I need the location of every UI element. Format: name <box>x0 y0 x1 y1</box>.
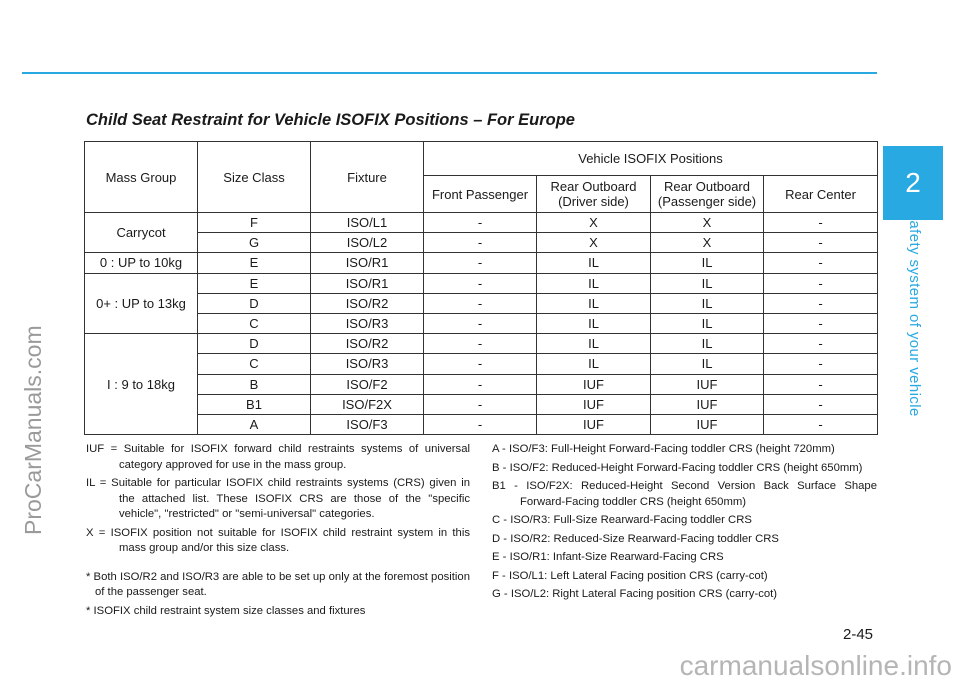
cell-rear-center: - <box>764 394 878 414</box>
cell-size-class: E <box>198 273 311 293</box>
cell-front-passenger: - <box>424 233 537 253</box>
table-row <box>85 354 878 374</box>
cell-rear-center: - <box>764 273 878 293</box>
cell-rear-outboard-driver: IUF <box>537 414 651 434</box>
note-fixture-g: G - ISO/L2: Right Lateral Facing position CRS (carry-cot) <box>492 588 778 600</box>
cell-rear-outboard-passenger: IL <box>651 313 764 333</box>
cell-rear-outboard-passenger: IL <box>651 334 764 354</box>
note-x: X = ISOFIX position not suitable for ISOFIX child restraint system in this mass group and/or this size class. <box>86 526 470 554</box>
cell-rear-outboard-passenger: IUF <box>651 414 764 434</box>
cell-size-class: F <box>198 213 311 233</box>
cell-fixture: ISO/R1 <box>311 253 424 273</box>
cell-front-passenger: - <box>424 273 537 293</box>
cell-size-class: E <box>198 253 311 273</box>
cell-mass-group: I : 9 to 18kg <box>85 334 198 435</box>
table-row <box>85 414 878 434</box>
cell-fixture: ISO/R2 <box>311 334 424 354</box>
table-body <box>85 213 878 435</box>
notes-left <box>86 442 470 622</box>
header-rear-outboard-driver: Rear Outboard (Driver side) <box>537 176 651 213</box>
cell-rear-outboard-passenger: IL <box>651 253 764 273</box>
cell-mass-group: 0+ : UP to 13kg <box>85 273 198 334</box>
cell-fixture: ISO/L2 <box>311 233 424 253</box>
cell-rear-outboard-driver: IL <box>537 273 651 293</box>
cell-fixture: ISO/R2 <box>311 293 424 313</box>
cell-front-passenger: - <box>424 414 537 434</box>
note-fixture-b1: B1 - ISO/F2X: Reduced-Height Second Version Back Surface Shape Forward-Facing toddler CRS (height 650mm) <box>492 480 877 508</box>
cell-front-passenger: - <box>424 313 537 333</box>
header-front-passenger: Front Passenger <box>424 176 537 213</box>
cell-rear-outboard-driver: IL <box>537 334 651 354</box>
cell-front-passenger: - <box>424 293 537 313</box>
note-fixture-d: D - ISO/R2: Reduced-Size Rearward-Facing toddler CRS <box>492 532 779 545</box>
chapter-tab[interactable] <box>883 146 943 220</box>
cell-size-class: D <box>198 293 311 313</box>
cell-rear-center: - <box>764 374 878 394</box>
cell-size-class: C <box>198 313 311 333</box>
cell-front-passenger: - <box>424 374 537 394</box>
table-row <box>85 273 878 293</box>
cell-rear-outboard-driver: X <box>537 233 651 253</box>
cell-size-class: B1 <box>198 394 311 414</box>
note-fixture-e: E - ISO/R1: Infant-Size Rearward-Facing CRS <box>492 551 724 563</box>
cell-rear-center: - <box>764 233 878 253</box>
table-row <box>85 313 878 333</box>
cell-rear-center: - <box>764 414 878 434</box>
cell-rear-outboard-passenger: IUF <box>651 394 764 414</box>
header-size-class: Size Class <box>198 142 311 213</box>
cell-mass-group: 0 : UP to 10kg <box>85 253 198 273</box>
cell-size-class: D <box>198 334 311 354</box>
cell-rear-outboard-passenger: X <box>651 233 764 253</box>
header-rear-outboard-passenger: Rear Outboard (Passenger side) <box>651 176 764 213</box>
note-fixture-a: A - ISO/F3: Full-Height Forward-Facing toddler CRS (height 720mm) <box>492 443 835 455</box>
notes-right <box>492 442 877 606</box>
cell-rear-outboard-passenger: IL <box>651 293 764 313</box>
section-title: Child Seat Restraint for Vehicle ISOFIX Positions – For Europe <box>86 111 575 129</box>
cell-fixture: ISO/F3 <box>311 414 424 434</box>
cell-rear-center: - <box>764 253 878 273</box>
cell-size-class: C <box>198 354 311 374</box>
cell-fixture: ISO/F2 <box>311 374 424 394</box>
cell-mass-group: Carrycot <box>85 213 198 253</box>
header-rule <box>22 72 877 74</box>
note-fixture-b: B - ISO/F2: Reduced-Height Forward-Facing toddler CRS (height 650mm) <box>492 461 863 474</box>
cell-fixture: ISO/R1 <box>311 273 424 293</box>
note-iuf: IUF = Suitable for ISOFIX forward child restraints systems of universal category approved for use in the mass group. <box>86 443 470 471</box>
table-row <box>85 233 878 253</box>
isofix-table <box>84 141 878 435</box>
table-row <box>85 394 878 414</box>
cell-rear-outboard-driver: IL <box>537 293 651 313</box>
note-il: IL = Suitable for particular ISOFIX child restraints systems (CRS) given in the attached list. These ISOFIX CRS are those of the "specific vehicle", "restricted" or "semi-universal" categories. <box>86 477 470 520</box>
cell-rear-outboard-passenger: IL <box>651 273 764 293</box>
cell-rear-outboard-driver: IUF <box>537 394 651 414</box>
watermark-bottom: carmanualsonline.info <box>679 650 952 681</box>
cell-rear-outboard-driver: X <box>537 213 651 233</box>
header-mass-group: Mass Group <box>85 142 198 213</box>
note-star-2: * ISOFIX child restraint system size classes and fixtures <box>86 604 366 617</box>
table-row <box>85 334 878 354</box>
table-row <box>85 213 878 233</box>
cell-fixture: ISO/R3 <box>311 313 424 333</box>
cell-rear-outboard-passenger: IUF <box>651 374 764 394</box>
table-row <box>85 293 878 313</box>
cell-rear-outboard-passenger: IL <box>651 354 764 374</box>
cell-size-class: B <box>198 374 311 394</box>
cell-front-passenger: - <box>424 253 537 273</box>
table-row <box>85 253 878 273</box>
cell-rear-center: - <box>764 213 878 233</box>
cell-rear-center: - <box>764 334 878 354</box>
cell-fixture: ISO/F2X <box>311 394 424 414</box>
cell-rear-center: - <box>764 293 878 313</box>
cell-size-class: A <box>198 414 311 434</box>
table-row <box>85 374 878 394</box>
cell-rear-outboard-driver: IL <box>537 313 651 333</box>
cell-rear-center: - <box>764 354 878 374</box>
note-fixture-c: C - ISO/R3: Full-Size Rearward-Facing toddler CRS <box>492 514 752 526</box>
chapter-label: Safety system of your vehicle <box>906 210 923 417</box>
page-number: 2-45 <box>843 626 874 643</box>
header-fixture: Fixture <box>311 142 424 213</box>
cell-size-class: G <box>198 233 311 253</box>
note-fixture-f: F - ISO/L1: Left Lateral Facing position CRS (carry-cot) <box>492 569 768 582</box>
cell-fixture: ISO/L1 <box>311 213 424 233</box>
watermark-left: ProCarManuals.com <box>20 325 46 535</box>
cell-rear-outboard-passenger: X <box>651 213 764 233</box>
chapter-number: 2 <box>905 167 921 198</box>
cell-rear-outboard-driver: IL <box>537 253 651 273</box>
note-star-1: * Both ISO/R2 and ISO/R3 are able to be set up only at the foremost position of the passenger seat. <box>86 570 470 598</box>
cell-rear-outboard-driver: IUF <box>537 374 651 394</box>
cell-rear-outboard-driver: IL <box>537 354 651 374</box>
cell-fixture: ISO/R3 <box>311 354 424 374</box>
cell-front-passenger: - <box>424 213 537 233</box>
header-isofix-positions: Vehicle ISOFIX Positions <box>424 142 878 176</box>
cell-front-passenger: - <box>424 334 537 354</box>
cell-front-passenger: - <box>424 354 537 374</box>
header-rear-center: Rear Center <box>764 176 878 213</box>
cell-rear-center: - <box>764 313 878 333</box>
cell-front-passenger: - <box>424 394 537 414</box>
